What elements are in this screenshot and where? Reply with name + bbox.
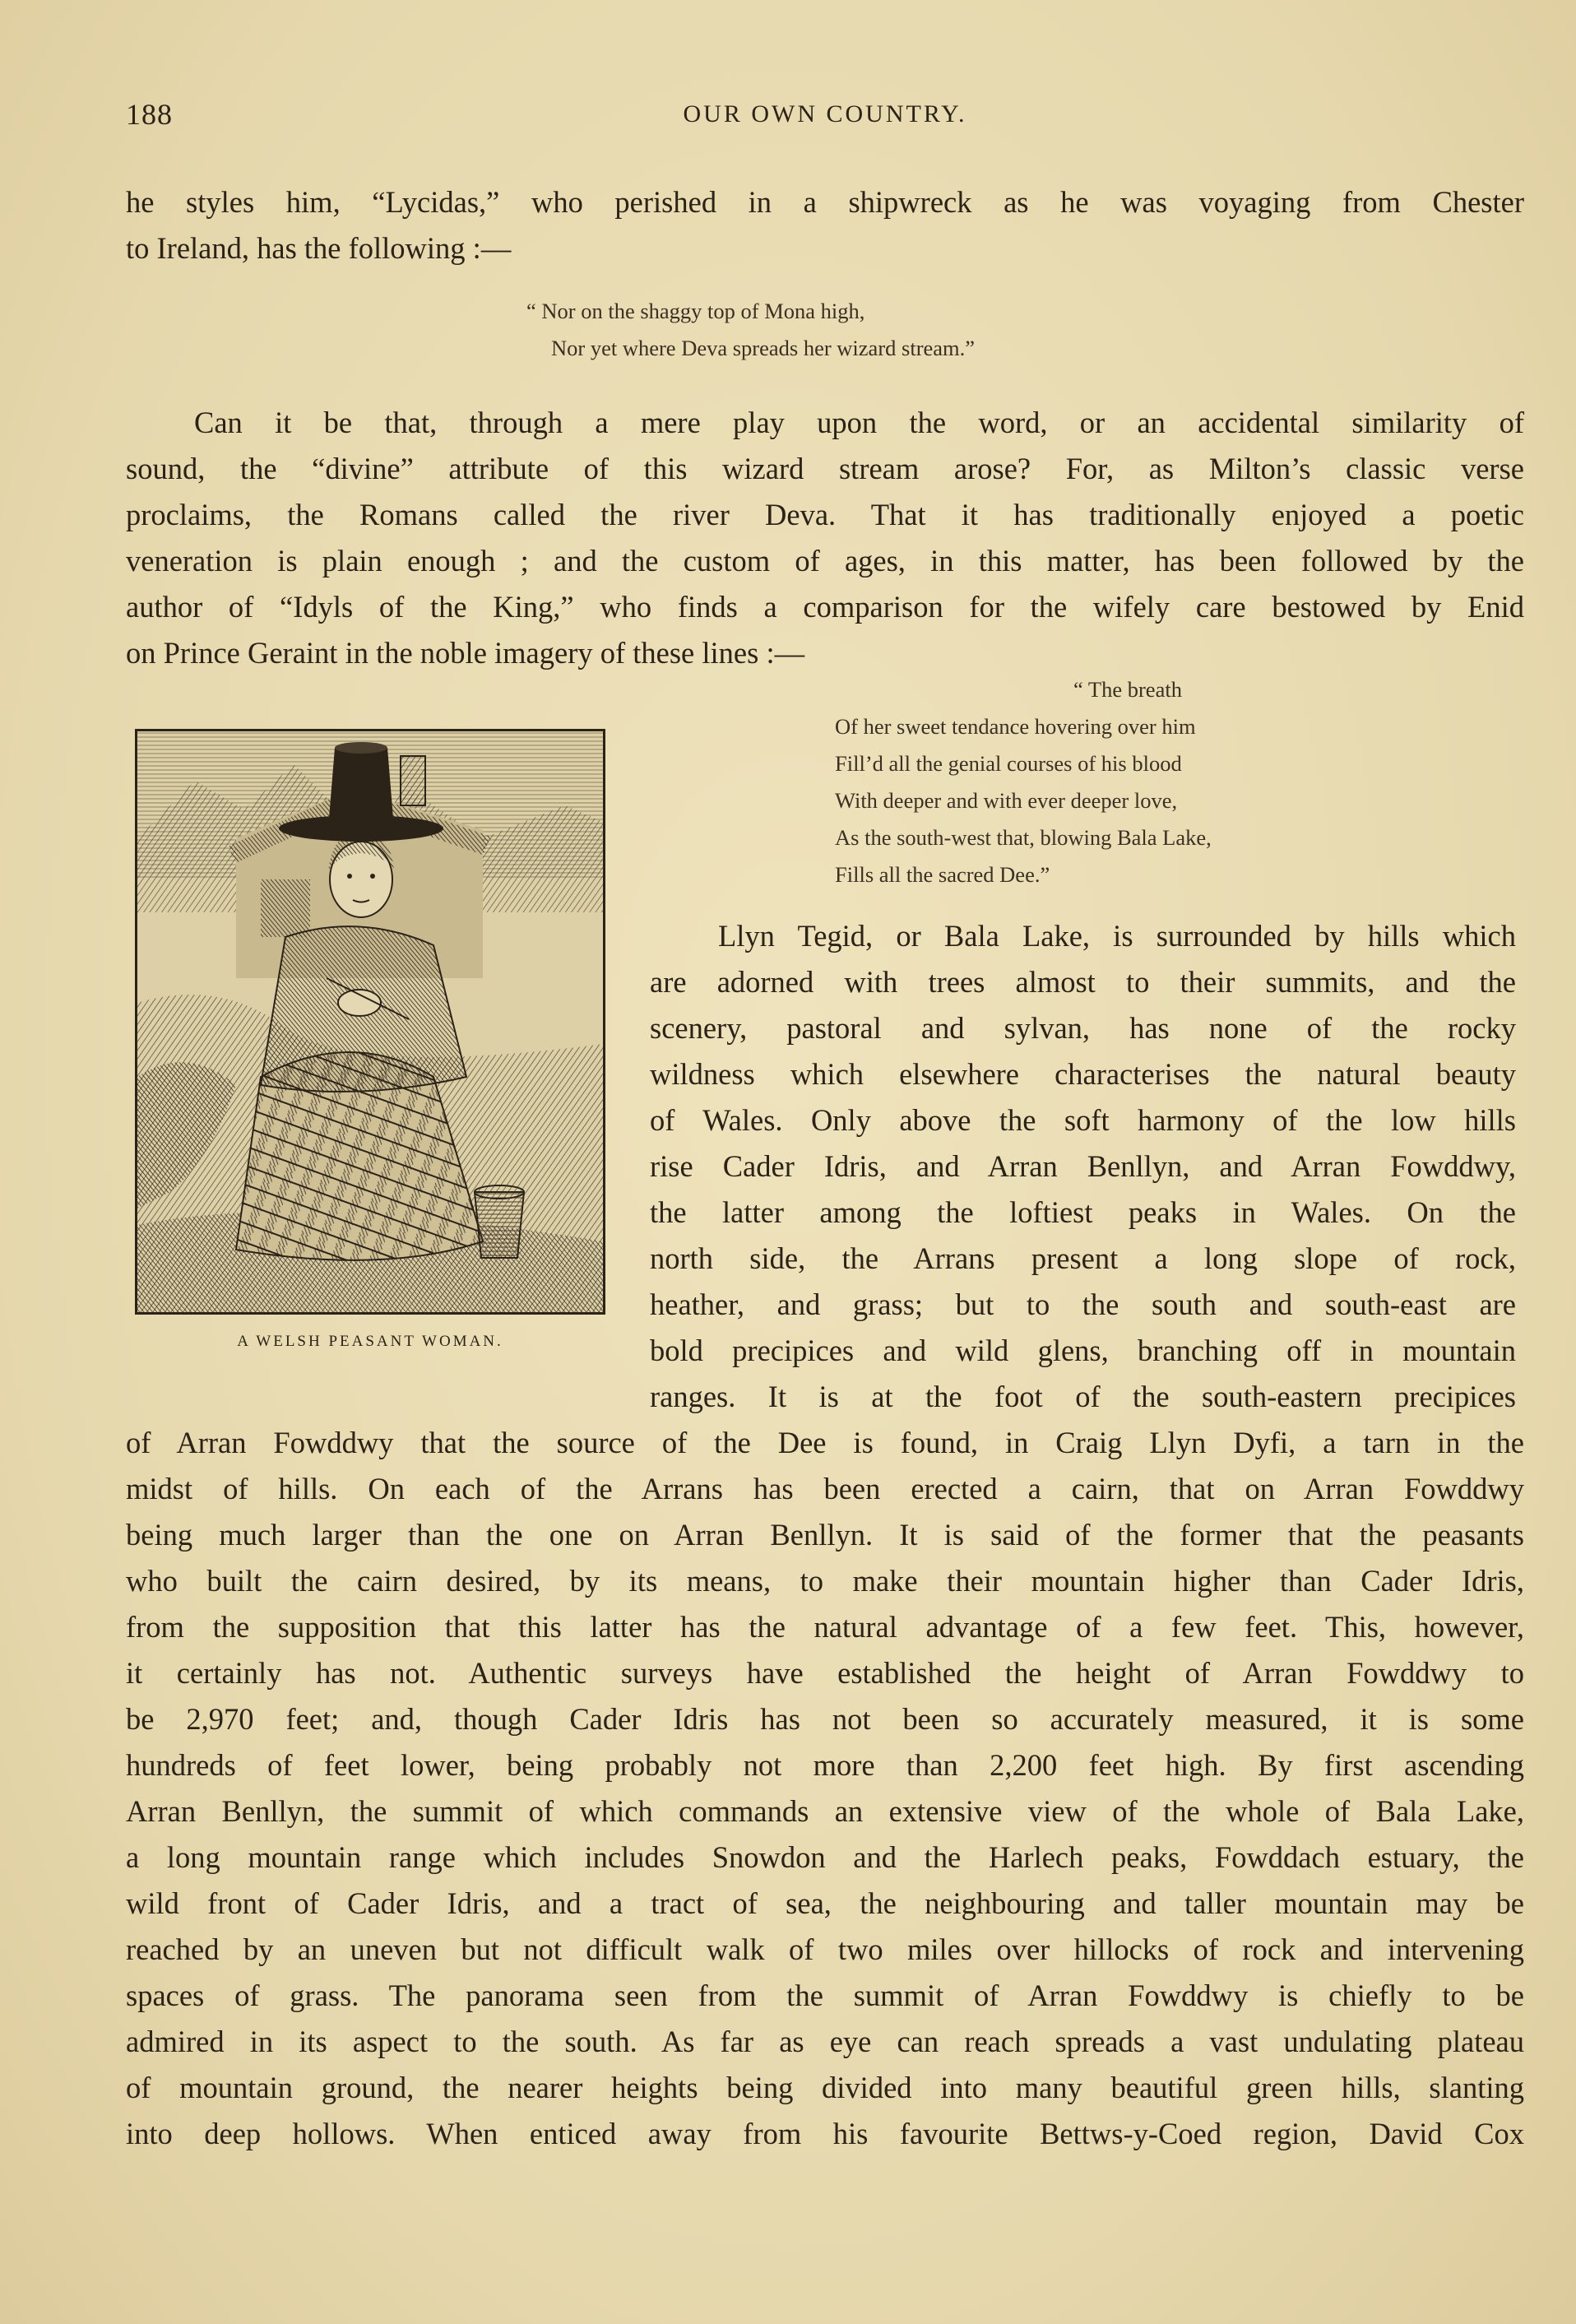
paragraph-bala-lake-narrow	[650, 913, 1516, 1420]
text-line: he styles him, “Lycidas,” who perished in a shipwreck as he was voyaging from Chester	[126, 185, 1524, 219]
quote-milton	[526, 293, 975, 367]
figure-caption: A WELSH PEASANT WOMAN.	[237, 1333, 503, 1350]
verse-line: Fill’d all the genial courses of his blood	[835, 751, 1182, 776]
text-line: of mountain ground, the nearer heights being divided into many beautiful green hills, slanting	[126, 2071, 1524, 2104]
text-line: of Wales. Only above the soft harmony of the low hills	[650, 1103, 1516, 1137]
engraving-illustration	[137, 731, 603, 1312]
text-line: Can it be that, through a mere play upon the word, or an accidental similarity of	[194, 406, 1524, 439]
text-line: reached by an uneven but not difficult walk of two miles over hillocks of rock and intervening	[126, 1932, 1524, 1966]
verse-line: Fills all the sacred Dee.”	[835, 862, 1050, 887]
text-line: on Prince Geraint in the noble imagery of these lines :—	[126, 636, 805, 670]
text-line: be 2,970 feet; and, though Cader Idris has not been so accurately measured, it is some	[126, 1702, 1524, 1736]
verse-line: “ Nor on the shaggy top of Mona high,	[526, 299, 865, 323]
text-line: veneration is plain enough ; and the custom of ages, in this matter, has been followed by the	[126, 544, 1524, 578]
text-line: the latter among the loftiest peaks in Wales. On the	[650, 1195, 1516, 1229]
text-line: heather, and grass; but to the south and south-east are	[650, 1287, 1516, 1321]
welsh-peasant-woman-engraving	[135, 729, 605, 1315]
text-line: to Ireland, has the following :—	[126, 231, 512, 265]
text-line: who built the cairn desired, by its means, to make their mountain higher than Cader Idris,	[126, 1564, 1524, 1598]
verse-line: Of her sweet tendance hovering over him	[835, 714, 1196, 739]
page-header	[126, 97, 1524, 146]
running-head: OUR OWN COUNTRY.	[683, 100, 967, 128]
paragraph-bala-lake-full	[126, 1420, 1524, 2157]
text-line: admired in its aspect to the south. As far as eye can reach spreads a vast undulating plateau	[126, 2025, 1524, 2058]
text-line: Arran Benllyn, the summit of which commands an extensive view of the whole of Bala Lake,	[126, 1794, 1524, 1828]
paragraph-lycidas	[126, 179, 1524, 271]
quote-tennyson	[835, 671, 1212, 893]
text-line: author of “Idyls of the King,” who finds a comparison for the wifely care bestowed by Enid	[126, 590, 1524, 624]
text-line: into deep hollows. When enticed away from his favourite Bettws-y-Coed region, David Cox	[126, 2117, 1524, 2150]
text-line: from the supposition that this latter has the natural advantage of a few feet. This, however,	[126, 1610, 1524, 1644]
text-line: wildness which elsewhere characterises the natural beauty	[650, 1057, 1516, 1091]
verse-line: As the south-west that, blowing Bala Lake,	[835, 825, 1212, 850]
text-line: proclaims, the Romans called the river Deva. That it has traditionally enjoyed a poetic	[126, 498, 1524, 531]
verse-line: “ The breath	[1073, 677, 1182, 702]
text-line: bold precipices and wild glens, branching off in mountain	[650, 1334, 1516, 1367]
text-line: Llyn Tegid, or Bala Lake, is surrounded by hills which	[718, 919, 1516, 953]
text-line: are adorned with trees almost to their summits, and the	[650, 965, 1516, 999]
text-line: of Arran Fowddwy that the source of the Dee is found, in Craig Llyn Dyfi, a tarn in the	[126, 1426, 1524, 1459]
text-line: midst of hills. On each of the Arrans has been erected a cairn, that on Arran Fowddwy	[126, 1472, 1524, 1505]
text-line: wild front of Cader Idris, and a tract of sea, the neighbouring and taller mountain may be	[126, 1886, 1524, 1920]
text-line: a long mountain range which includes Snowdon and the Harlech peaks, Fowddach estuary, the	[126, 1840, 1524, 1874]
text-line: hundreds of feet lower, being probably not more than 2,200 feet high. By first ascending	[126, 1748, 1524, 1782]
text-line: rise Cader Idris, and Arran Benllyn, and Arran Fowddwy,	[650, 1149, 1516, 1183]
text-line: scenery, pastoral and sylvan, has none of the rocky	[650, 1011, 1516, 1045]
text-line: north side, the Arrans present a long slope of rock,	[650, 1241, 1516, 1275]
text-line: sound, the “divine” attribute of this wizard stream arose? For, as Milton’s classic verse	[126, 452, 1524, 485]
text-line: ranges. It is at the foot of the south-eastern precipices	[650, 1380, 1516, 1413]
text-line: it certainly has not. Authentic surveys have established the height of Arran Fowddwy to	[126, 1656, 1524, 1690]
text-line: being much larger than the one on Arran Benllyn. It is said of the former that the peasants	[126, 1518, 1524, 1552]
verse-line: Nor yet where Deva spreads her wizard stream.”	[551, 336, 976, 360]
page-number: 188	[126, 98, 173, 131]
text-line: spaces of grass. The panorama seen from the summit of Arran Fowddwy is chiefly to be	[126, 1978, 1524, 2012]
paragraph-deva	[126, 400, 1524, 676]
verse-line: With deeper and with ever deeper love,	[835, 788, 1178, 813]
